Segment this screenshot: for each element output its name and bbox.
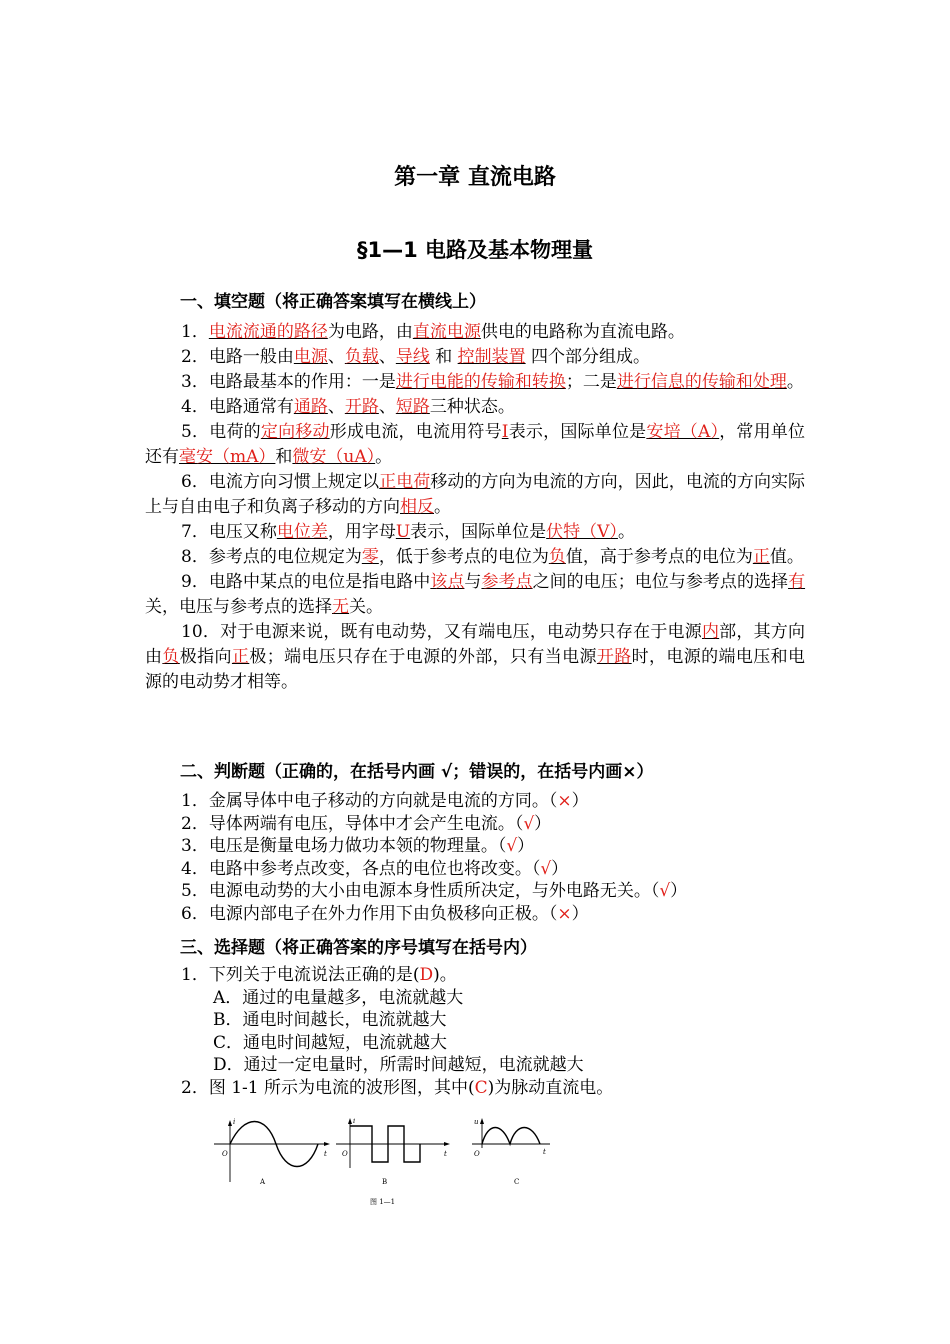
answer: 电位差 xyxy=(276,522,328,542)
answer: 参考点 xyxy=(481,572,533,592)
question-1: 1．电流流通的路径为电路，由直流电源供电的电路称为直流电路。 xyxy=(181,322,685,342)
origin-label: O xyxy=(342,1150,348,1158)
x-axis-label: t xyxy=(324,1150,327,1158)
answer: 短路 xyxy=(395,397,430,417)
choice-answer: C xyxy=(474,1077,488,1098)
answer: 正 xyxy=(231,647,250,667)
question-8: 8．参考点的电位规定为零，低于参考点的电位为负值，高于参考点的电位为正值。 xyxy=(181,547,804,567)
origin-label: O xyxy=(222,1150,228,1158)
answer: 进行电能的传输和转换 xyxy=(395,372,566,392)
tf-mark: √ xyxy=(506,836,518,856)
answer: 定向移动 xyxy=(260,422,330,442)
tf-item: 3．电压是衡量电场力做功本领的物理量。（√） xyxy=(181,836,535,856)
tf-mark: √ xyxy=(540,858,552,879)
question-3: 3．电路最基本的作用：一是进行电能的传输和转换；二是进行信息的传输和处理。 xyxy=(181,372,804,392)
answer: 安培（A） xyxy=(646,422,720,442)
panel-label: A xyxy=(260,1178,266,1186)
tf-item: 4．电路中参考点改变，各点的电位也将改变。（√） xyxy=(181,858,569,879)
fill-blank-heading: 一、填空题（将正确答案填写在横线上） xyxy=(180,292,486,312)
answer: 进行信息的传输和处理 xyxy=(616,372,787,392)
answer: 开路 xyxy=(344,397,379,417)
chapter-title: 第一章 直流电路 xyxy=(394,165,556,190)
waveform-panel-c xyxy=(472,1118,550,1186)
tf-mark: √ xyxy=(523,813,535,834)
y-axis-label: u xyxy=(474,1118,479,1126)
x-axis-label: t xyxy=(543,1148,546,1156)
choice-option: A．通过的电量越多，电流就越大 xyxy=(213,987,464,1008)
waveform-panel-b xyxy=(336,1118,450,1186)
answer: 直流电源 xyxy=(412,322,481,342)
true-false-heading: 二、判断题（正确的，在括号内画 √；错误的，在括号内画×） xyxy=(180,762,654,782)
panel-label: B xyxy=(382,1178,388,1186)
choice-list xyxy=(181,964,801,1099)
waveform-figure xyxy=(210,1118,550,1210)
tf-item: 2．导体两端有电压，导体中才会产生电流。（√） xyxy=(181,813,552,834)
tf-item: 6．电源内部电子在外力作用下由负极移向正极。（×） xyxy=(181,903,589,924)
question-2: 2．电路一般由电源、负载、导线 和 控制装置 四个部分组成。 xyxy=(181,347,651,367)
answer: 伏特（V） xyxy=(546,522,618,542)
answer: 通路 xyxy=(293,397,328,417)
origin-label: O xyxy=(474,1150,480,1158)
question-10: 10．对于电源来说，既有电动势，又有端电压，电动势只存在于电源内部，其方向由负极指向正极；端电压只存在于电源的外部，只有当电源开路时，电源的端电压和电源的电动势才相等。 xyxy=(145,622,806,692)
question-9: 9．电路中某点的电位是指电路中该点与参考点之间的电压；电位与参考点的选择有关，电压与参考点的选择无关。 xyxy=(145,572,806,617)
answer: 正 xyxy=(752,547,770,567)
answer: U xyxy=(395,522,411,542)
fill-blank-questions xyxy=(145,320,805,695)
answer: 零 xyxy=(361,547,379,567)
y-axis-label: i xyxy=(233,1118,236,1126)
answer: 控制装置 xyxy=(457,347,526,367)
answer: 微安（uA） xyxy=(292,447,376,467)
answer: 无 xyxy=(332,597,349,617)
x-axis-label: t xyxy=(444,1150,447,1158)
figure-caption: 图 1—1 xyxy=(370,1198,396,1206)
answer: 负 xyxy=(548,547,566,567)
answer: 有 xyxy=(788,572,806,592)
choice-option: C．通电时间越短，电流就越大 xyxy=(213,1032,448,1053)
answer: 电流流通的路径 xyxy=(208,322,328,342)
question-7: 7．电压又称电位差，用字母U表示，国际单位是伏特（V）。 xyxy=(181,522,635,542)
answer: 负载 xyxy=(344,347,379,367)
section-title: §1—1 电路及基本物理量 xyxy=(356,238,594,262)
panel-label: C xyxy=(514,1178,520,1186)
waveform-panel-a xyxy=(214,1118,330,1186)
question-6: 6．电流方向习惯上规定以正电荷移动的方向为电流的方向，因此，电流的方向实际上与自由电子和负离子移动的方向相反。 xyxy=(145,472,806,517)
answer: 电源 xyxy=(293,347,328,367)
choice-option: B．通电时间越长，电流就越大 xyxy=(213,1010,447,1030)
choice-answer: D xyxy=(419,965,434,985)
answer: 负 xyxy=(162,647,180,667)
choice-option: D．通过一定电量时，所需时间越短，电流就越大 xyxy=(213,1055,584,1075)
answer: 相反 xyxy=(400,497,434,517)
choice-question-2: 2．图 1-1 所示为电流的波形图，其中(C)为脉动直流电。 xyxy=(181,1077,614,1098)
choice-question-1: 1．下列关于电流说法正确的是(D)。 xyxy=(181,965,457,985)
answer: 导线 xyxy=(395,347,430,367)
answer: 内 xyxy=(701,622,720,642)
tf-mark: × xyxy=(557,791,572,811)
answer: 正电荷 xyxy=(379,472,431,492)
tf-item: 5．电源电动势的大小由电源本身性质所决定，与外电路无关。（√） xyxy=(181,881,688,901)
tf-item: 1．金属导体中电子移动的方向就是电流的方同。（×） xyxy=(181,791,589,811)
y-axis-label: i xyxy=(353,1118,356,1125)
true-false-list xyxy=(181,790,801,925)
question-5: 5．电荷的定向移动形成电流，电流用符号I表示，国际单位是安培（A），常用单位还有毫安（mA）和微安（uA）。 xyxy=(145,422,806,467)
choice-heading: 三、选择题（将正确答案的序号填写在括号内） xyxy=(180,938,537,958)
question-4: 4．电路通常有通路、开路、短路三种状态。 xyxy=(181,397,515,417)
answer: 开路 xyxy=(596,647,632,667)
answer: 毫安（mA） xyxy=(179,447,276,467)
tf-mark: × xyxy=(557,903,572,924)
answer: I xyxy=(501,422,509,442)
answer: 该点 xyxy=(430,572,465,592)
tf-mark: √ xyxy=(659,881,671,901)
